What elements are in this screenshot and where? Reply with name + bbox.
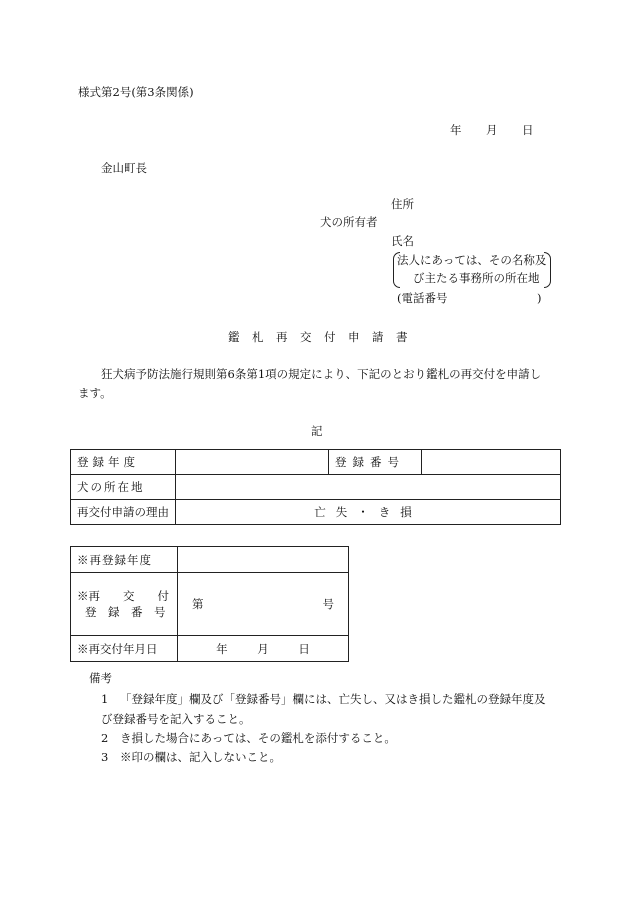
reg-no-label: 登録番号	[329, 450, 422, 475]
re-reg-no-label	[71, 573, 178, 636]
re-date-month: 月	[257, 641, 269, 656]
name-label: 氏名	[391, 234, 414, 248]
application-table	[70, 449, 561, 525]
corporation-note-line1: 法人にあっては、その名称及	[397, 253, 547, 267]
phone-label: (電話番号	[397, 291, 448, 305]
addressee: 金山町長	[101, 161, 147, 175]
reason-label: 再交付申請の理由	[71, 500, 176, 525]
note-3-text: ※印の欄は、記入しないこと。	[120, 750, 281, 764]
location-value[interactable]	[176, 475, 561, 500]
reg-year-value[interactable]	[176, 450, 329, 475]
owner-label: 犬の所有者	[320, 215, 378, 229]
date-day: 日	[522, 123, 534, 137]
office-use-table	[70, 546, 349, 662]
note-1-line1: 「登録年度」欄及び「登録番号」欄には、亡失し、又はき損した鑑札の登録年度及	[120, 692, 546, 706]
re-reg-year-value	[178, 547, 349, 573]
address-label: 住所	[391, 197, 414, 211]
body-text-line2: ます。	[78, 386, 112, 400]
date-year: 年	[450, 123, 462, 137]
re-reg-no-label-line2: 登 録 番 号	[85, 605, 166, 619]
notes-heading: 備考	[89, 671, 112, 685]
note-2-number: 2	[101, 731, 109, 745]
re-reg-year-label: ※再登録年度	[71, 547, 178, 573]
reg-year-label: 登録年度	[71, 450, 176, 475]
re-date-year: 年	[216, 641, 228, 656]
note-2-text: き損した場合にあっては、その鑑札を添付すること。	[120, 731, 396, 745]
reason-value: 亡失・き損	[176, 500, 561, 525]
corporation-note-line2: び主たる事務所の所在地	[413, 271, 540, 285]
dai-label: 第	[192, 597, 204, 611]
phone-close: )	[537, 291, 542, 305]
reg-no-value[interactable]	[422, 450, 561, 475]
body-text-line1: 狂犬病予防法施行規則第6条第1項の規定により、下記のとおり鑑札の再交付を申請し	[101, 367, 542, 381]
document-title: 鑑札再交付申請書	[228, 330, 420, 344]
ki-heading: 記	[311, 424, 323, 438]
re-date-label: ※再交付年月日	[71, 636, 178, 662]
go-label: 号	[322, 597, 334, 611]
re-reg-no-label-line1: ※再 交 付	[77, 589, 169, 603]
note-1-number: 1	[101, 692, 109, 706]
re-date-value	[178, 636, 349, 662]
re-reg-no-value	[178, 573, 349, 636]
form-number: 様式第2号(第3条関係)	[78, 85, 194, 99]
note-3-number: 3	[101, 750, 109, 764]
location-label: 犬の所在地	[71, 475, 176, 500]
note-1-line2: び登録番号を記入すること。	[101, 712, 251, 726]
date-month: 月	[486, 123, 498, 137]
re-date-day: 日	[298, 641, 310, 656]
